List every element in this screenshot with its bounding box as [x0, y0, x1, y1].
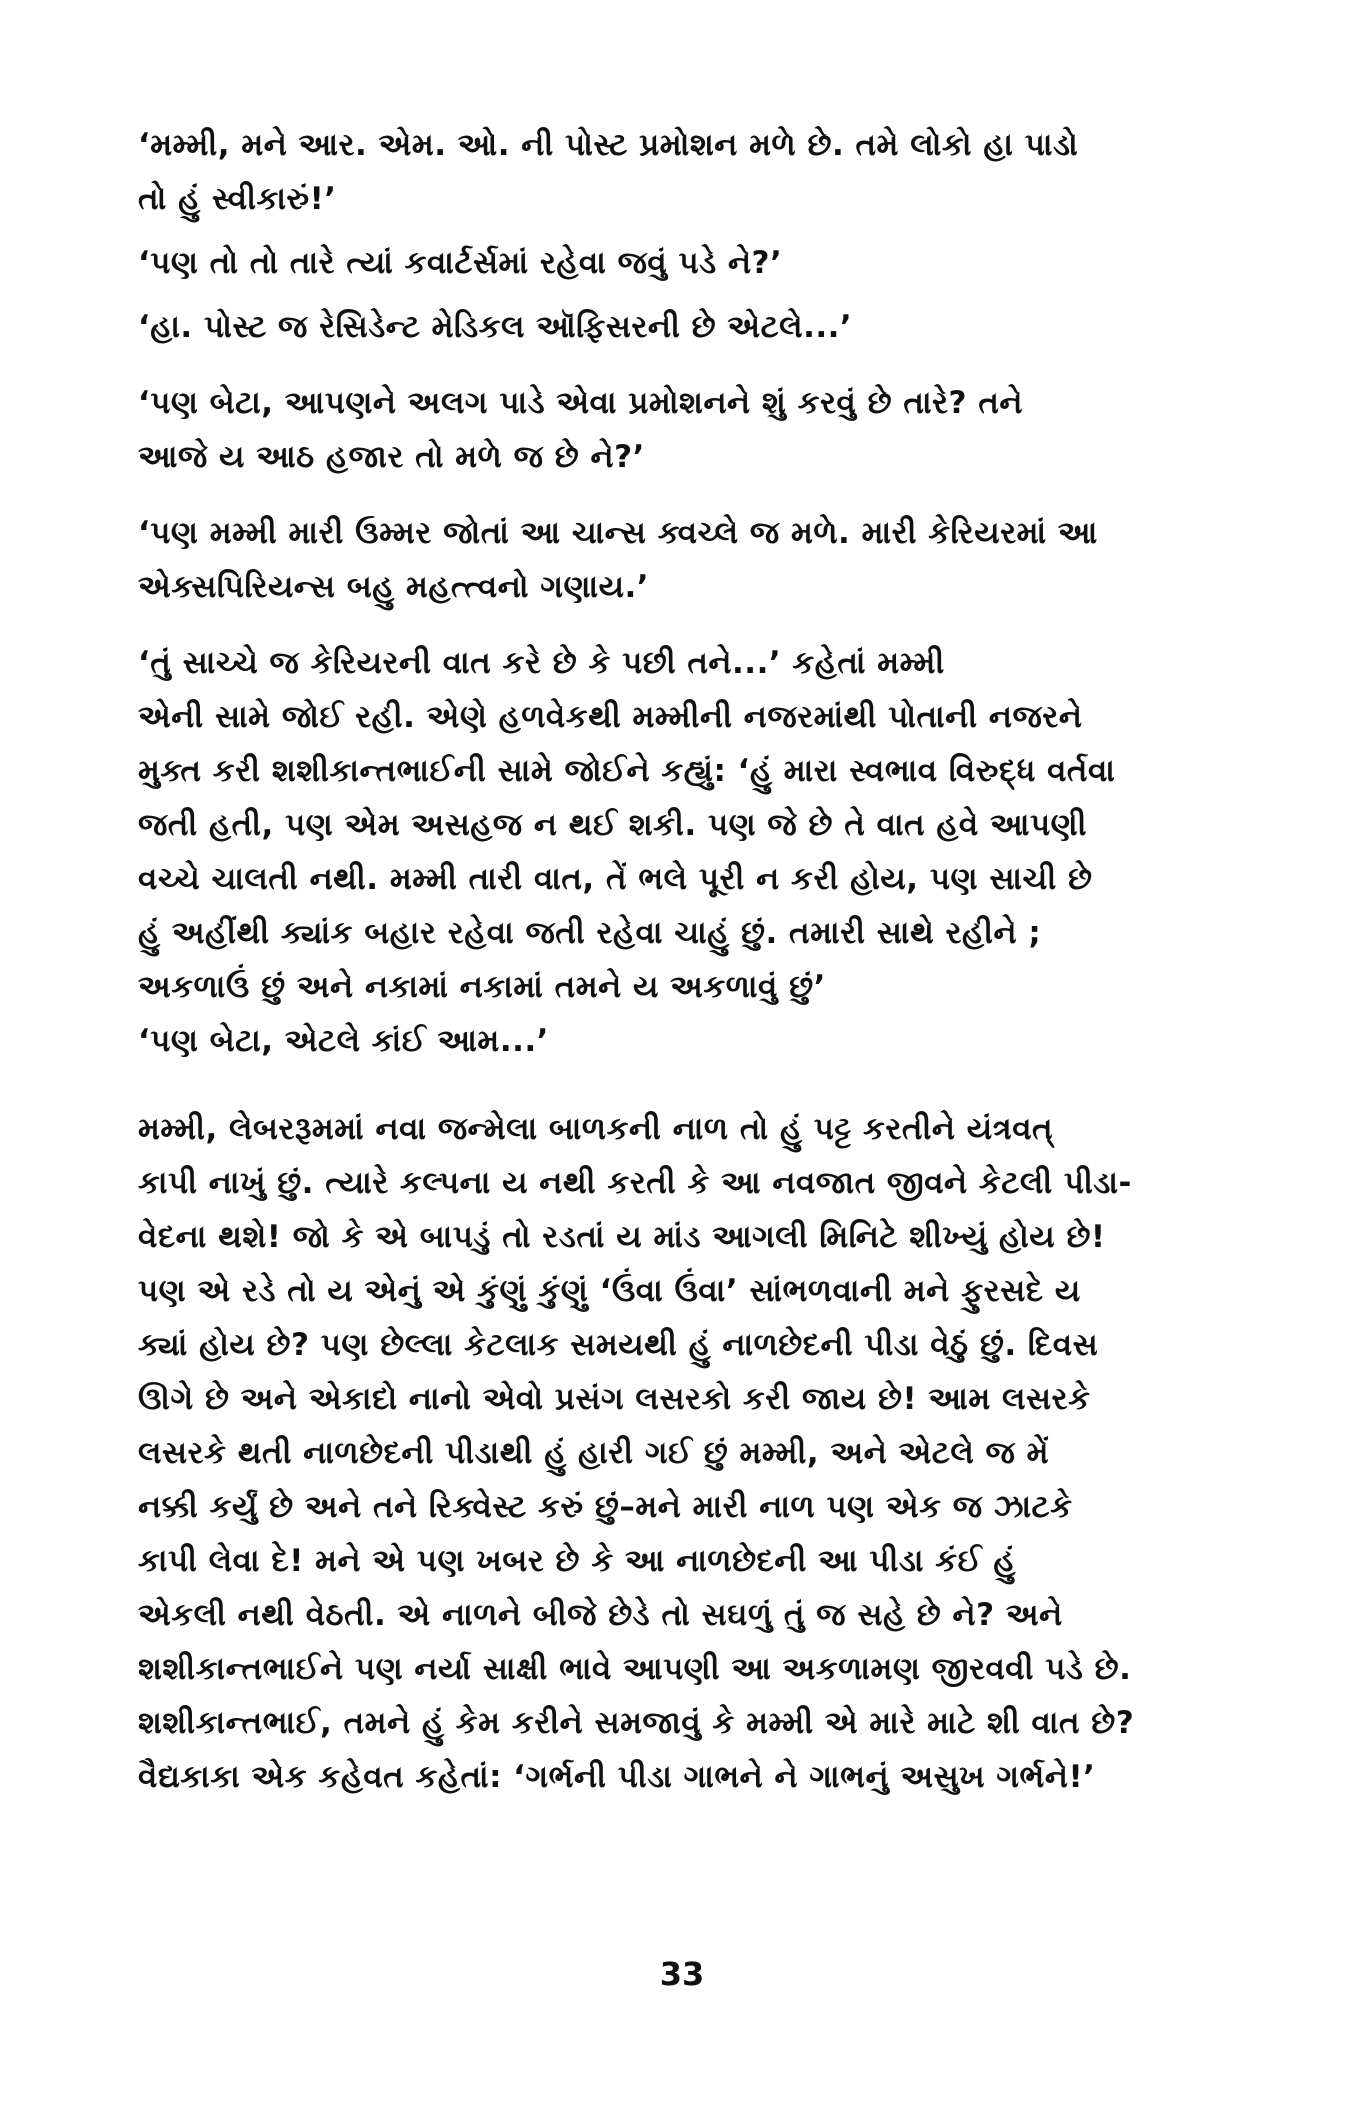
text-line: કાપી નાખું છું. ત્યારે કલ્પના ય નથી કરતી કે આ નવજાત જીવને કેટલી પીડા- [138, 1165, 1132, 1201]
text-line: મમ્મી, લેબરરૂમમાં નવા જન્મેલા બાળકની નાળ તો હું પટ્ટ કરતીને યંત્રવત્ [138, 1111, 1054, 1147]
text-line: મુક્ત કરી શશીકાન્તભાઈની સામે જોઈને કહ્યું: ‘હું મારા સ્વભાવ વિરુદ્ધ વર્તવા [138, 753, 1116, 789]
text-line: ‘હા. પોસ્ટ જ રેસિડેન્ટ મેડિકલ ઑફિસરની છે એટલે...’ [138, 309, 853, 345]
text-line: વેદના થશે! જો કે એ બાપડું તો રડતાં ય માંડ આગલી મિનિટે શીખ્યું હોય છે! [138, 1219, 1106, 1255]
page-body [138, 118, 1228, 1804]
text-line: એની સામે જોઈ રહી. એણે હળવેકથી મમ્મીની નજરમાંથી પોતાની નજરને [138, 699, 1083, 735]
text-line: શશીકાન્તભાઈ, તમને હું કેમ કરીને સમજાવું કે મમ્મી એ મારે માટે શી વાત છે? [138, 1705, 1135, 1741]
paragraph [138, 636, 1228, 1068]
text-line: શશીકાન્તભાઈને પણ નર્યા સાક્ષી ભાવે આપણી આ અકળામણ જીરવવી પડે છે. [138, 1651, 1132, 1687]
text-line: ‘પણ બેટા, એટલે કાંઈ આમ...’ [138, 1023, 549, 1059]
text-line: ઊગે છે અને એકાદો નાનો એવો પ્રસંગ લસરકો કરી જાય છે! આમ લસરકે [138, 1381, 1091, 1417]
text-line: વૈદ્યકાકા એક કહેવત કહેતાં: ‘ગર્ભની પીડા ગાભને ને ગાભનું અસુખ ગર્ભને!’ [138, 1759, 1096, 1795]
text-line: એક્સપિરિયન્સ બહુ મહત્ત્વનો ગણાય.’ [138, 569, 650, 605]
text-line: ક્યાં હોય છે? પણ છેલ્લા કેટલાક સમયથી હું નાળછેદની પીડા વેઠું છું. દિવસ [138, 1327, 1099, 1363]
text-line: ‘મમ્મી, મને આર. એમ. ઓ. ની પોસ્ટ પ્રમોશન મળે છે. તમે લોકો હા પાડો [138, 127, 1079, 163]
text-line: લસરકે થતી નાળછેદની પીડાથી હું હારી ગઈ છું મમ્મી, અને એટલે જ મેં [138, 1435, 1050, 1471]
paragraph [138, 118, 1228, 226]
text-line: ‘પણ બેટા, આપણને અલગ પાડે એવા પ્રમોશનને શું કરવું છે તારે? તને [138, 385, 1023, 421]
paragraph [138, 1102, 1228, 1804]
text-line: હું અહીંથી ક્યાંક બહાર રહેવા જતી રહેવા ચાહું છું. તમારી સાથે રહીને ; [138, 915, 1042, 951]
text-line: જતી હતી, પણ એમ અસહજ ન થઈ શકી. પણ જે છે તે વાત હવે આપણી [138, 807, 1087, 843]
text-line: આજે ય આઠ હજાર તો મળે જ છે ને?’ [138, 439, 645, 475]
paragraph [138, 300, 1228, 354]
text-line: તો હું સ્વીકારું!’ [138, 181, 337, 217]
paragraph [138, 506, 1228, 614]
text-line: એકલી નથી વેઠતી. એ નાળને બીજે છેડે તો સઘળું તું જ સહે છે ને? અને [138, 1597, 1063, 1633]
paragraph [138, 236, 1228, 290]
text-line: ‘તું સાચ્ચે જ કેરિયરની વાત કરે છે કે પછી તને...’ કહેતાં મમ્મી [138, 645, 945, 681]
text-line: વચ્ચે ચાલતી નથી. મમ્મી તારી વાત, તેં ભલે પૂરી ન કરી હોય, પણ સાચી છે [138, 861, 1093, 897]
text-line: ‘પણ મમ્મી મારી ઉમ્મર જોતાં આ ચાન્સ ક્વચ્લે જ મળે. મારી કેરિયરમાં આ [138, 515, 1098, 551]
text-line: નક્કી કર્યું છે અને તને રિક્વેસ્ટ કરું છું–મને મારી નાળ પણ એક જ ઝાટકે [138, 1489, 1073, 1525]
text-line: અકળાઉં છું અને નકામાં નકામાં તમને ય અકળાવું છું’ [138, 969, 826, 1005]
text-line: પણ એ રડે તો ય એનું એ કુંણું કુંણું ‘ઉંવા ઉંવા’ સાંભળવાની મને ફુરસદે ય [138, 1273, 1081, 1309]
paragraph [138, 376, 1228, 484]
page-number: 33 [659, 1955, 705, 1993]
text-line: કાપી લેવા દે! મને એ પણ ખબર છે કે આ નાળછેદની આ પીડા કંઈ હું [138, 1543, 1016, 1579]
text-line: ‘પણ તો તો તારે ત્યાં કવાર્ટર્સમાં રહેવા જવું પડે ને?’ [138, 245, 783, 281]
